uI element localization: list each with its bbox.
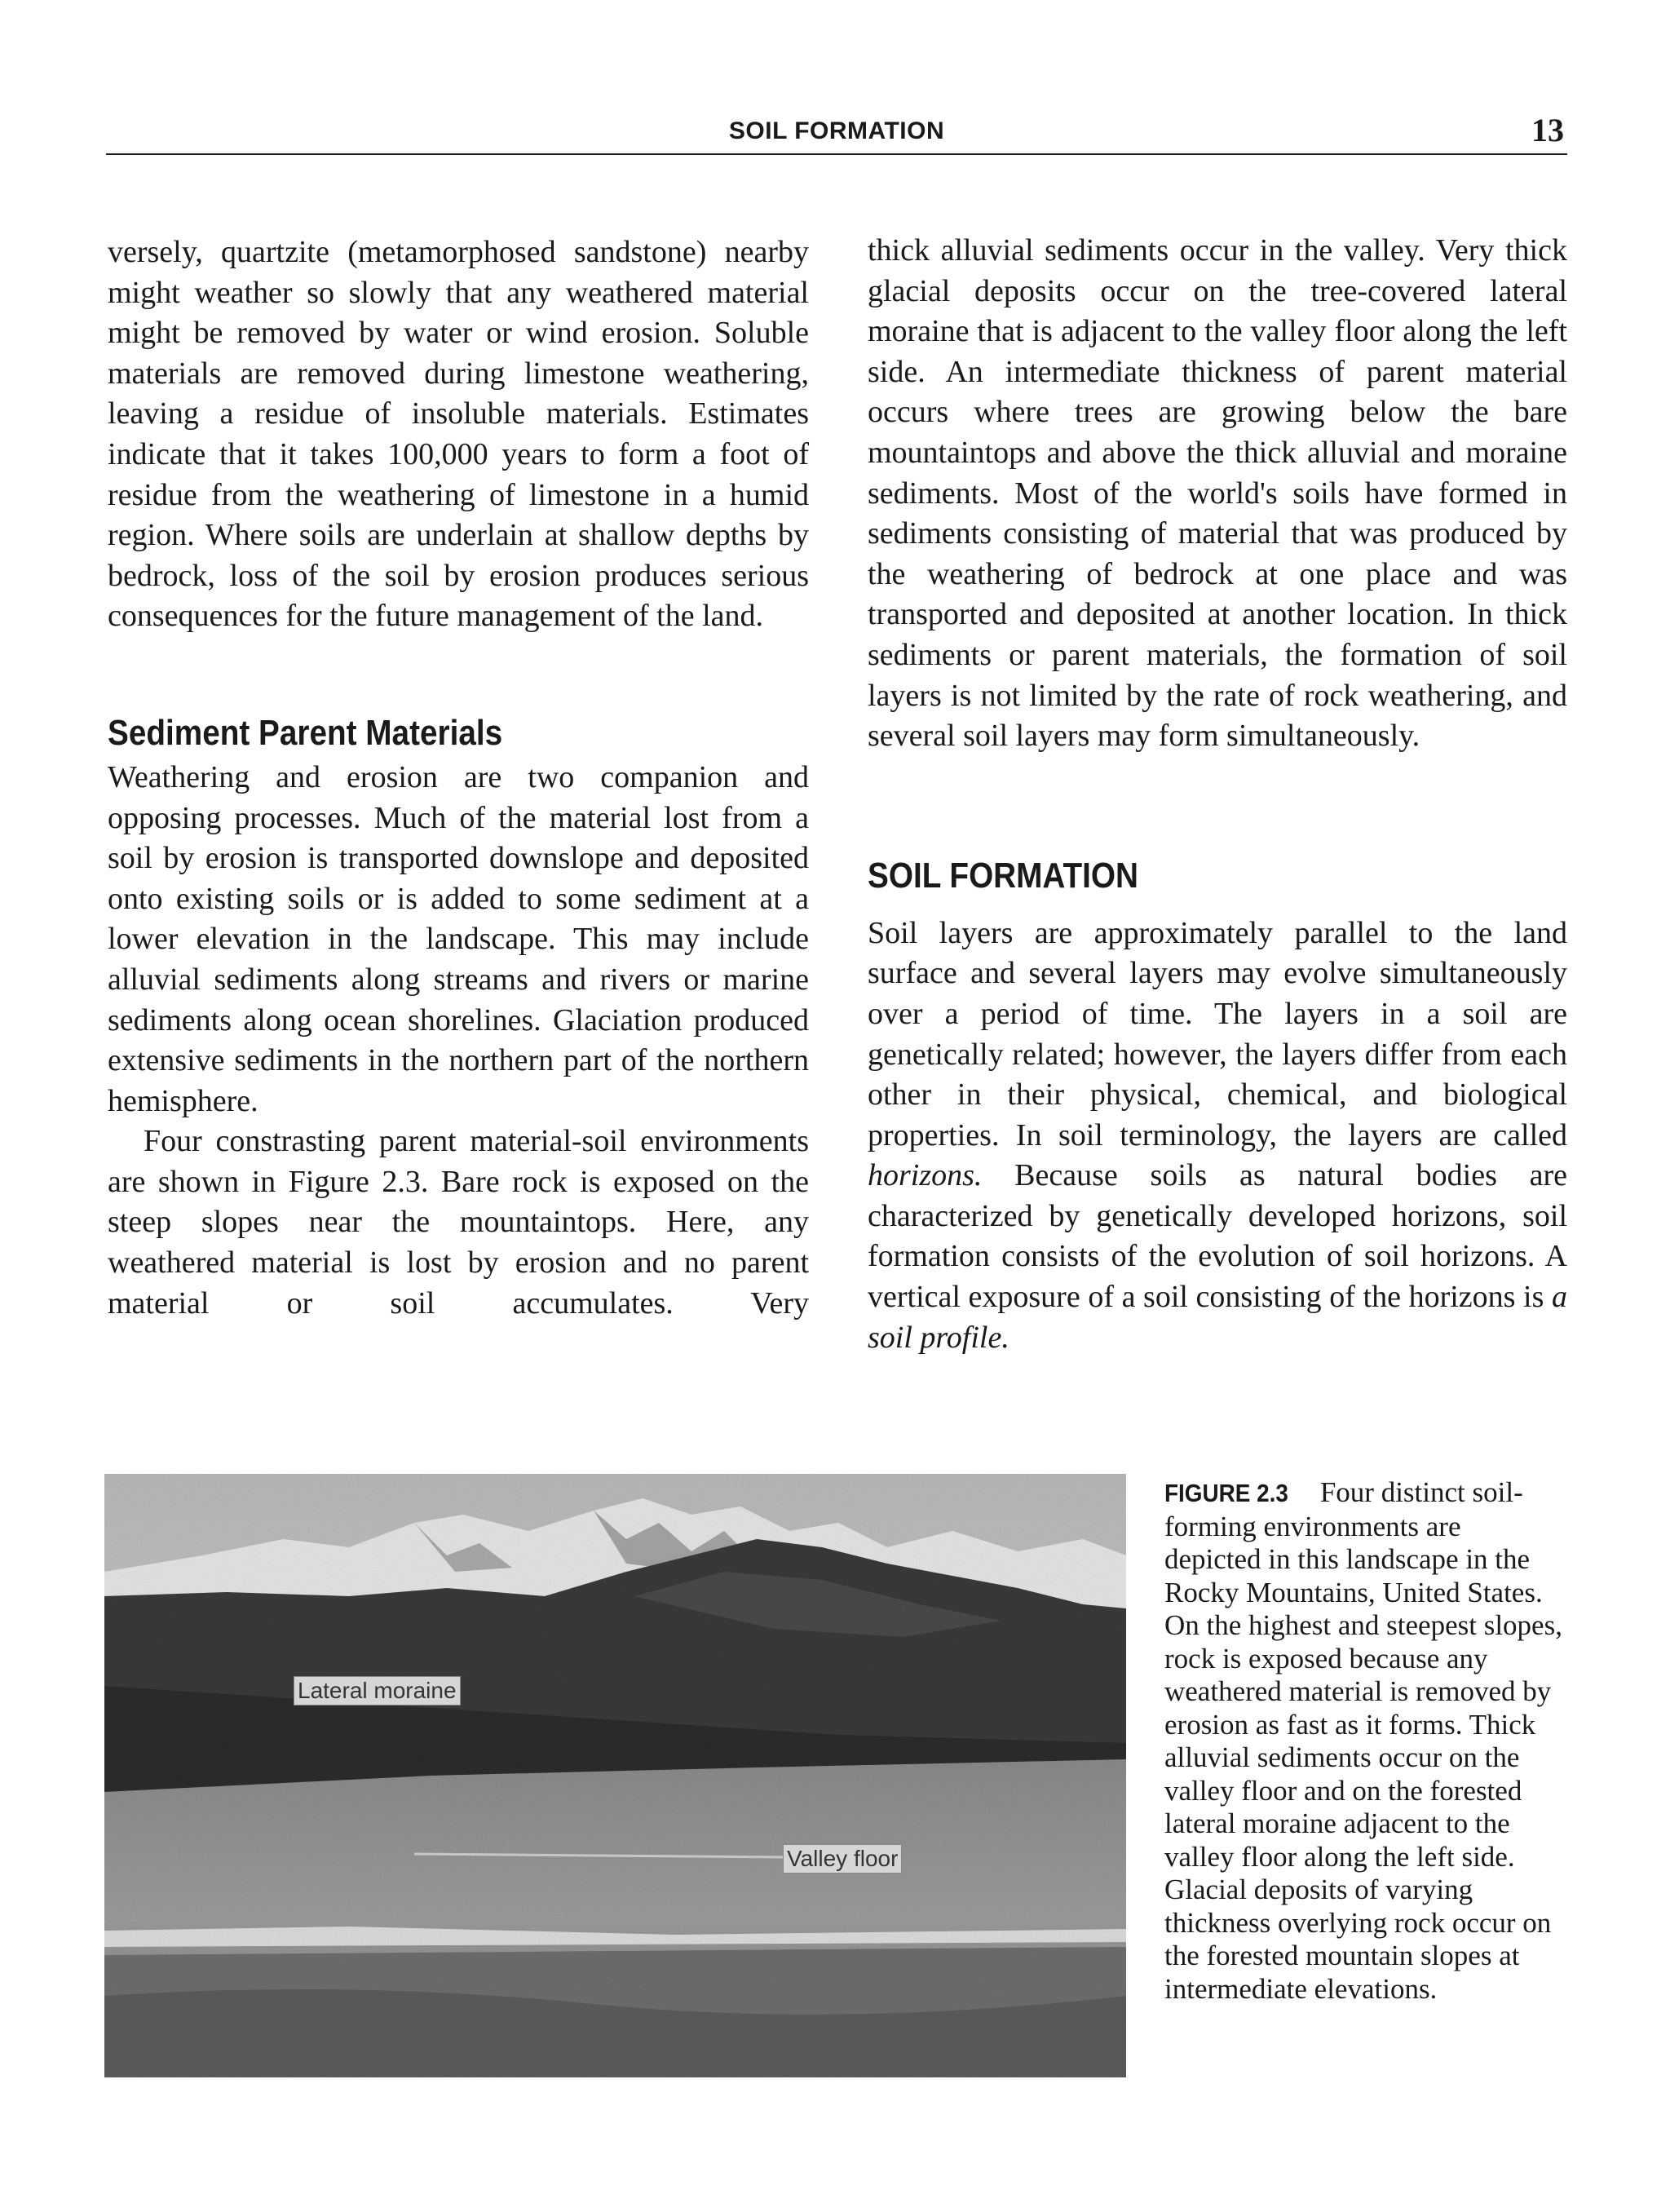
right-paragraph-1: thick alluvial sediments occur in the valley. Very thick glacial deposits occur on the tree-covered lateral moraine that is adjacent to the valley floor along the left side. An intermediate thickness of parent material occurs where trees are growing below the bare mountaintops and above the thick alluvial and moraine sediments. Most of the world's soils have formed in sediments consisting of material that was produced by the weathering of bedrock at one place and was transported and deposited at another location. In thick sediments or parent materials, the formation of soil layers is not limited by the rate of rock weathering, and several soil layers may form simultaneously. — [868, 233, 1567, 754]
left-paragraph-3: Four constrasting parent material-soil environments are shown in Figure 2.3. Bare rock is exposed on the steep slopes near the mountaintops. Here, any weathered material is lost by erosion and no parent material or soil accumulates. Very — [108, 1124, 809, 1321]
left-column — [108, 232, 809, 1324]
label-lateral-moraine: Lateral moraine — [294, 1676, 461, 1705]
section-heading-soil-formation: SOIL FORMATION — [868, 855, 1138, 896]
right-paragraph-2-part-b: Because soils as natural bodies are characterized by genetically developed horizons, soil formation consists of the evolution of soil horizons. A vertical exposure of a soil consisting of the horizons is — [868, 1158, 1567, 1315]
running-head — [106, 113, 1567, 155]
page-number: 13 — [1531, 112, 1564, 148]
right-paragraph-2-part-a: Soil layers are approximately parallel to the land surface and several layers may evolve simultaneously over a period of time. The layers in a soil are genetically related; however, the layers differ from each other in their physical, chemical, and biological properties. In soil terminology, the layers are called — [868, 915, 1567, 1152]
landscape-photo — [104, 1474, 1126, 2077]
figure-photograph — [104, 1474, 1126, 2077]
figure-caption-text: Four distinct soil-forming environments are depicted in this landscape in the Rocky Mountains, United States. On the highest and steepest slopes, rock is exposed because any weathered material is removed by erosion as fast as it forms. Thick alluvial sediments occur on the valley floor and on the forested lateral moraine adjacent to the valley floor along the left side. Glacial deposits of varying thickness overlying rock occur on the forested mountain slopes at intermediate elevations. — [1164, 1476, 1562, 2005]
figure-label: FIGURE 2.3 — [1164, 1479, 1288, 1507]
term-soil-profile: a soil profile. — [868, 1280, 1567, 1355]
running-title: SOIL FORMATION — [728, 117, 945, 144]
section-heading-sediment: Sediment Parent Materials — [108, 712, 503, 753]
right-column — [868, 231, 1567, 1358]
term-horizons: horizons. — [868, 1158, 983, 1193]
left-paragraph-1: versely, quartzite (metamorphosed sandstone) nearby might weather so slowly that any weathered material might be removed by water or wind erosion. Soluble materials are removed during limestone weathering, leaving a residue of insoluble materials. Estimates indicate that it takes 100,000 years to form a foot of residue from the weathering of limestone in a humid region. Where soils are underlain at shallow depths by bedrock, loss of the soil by erosion produces serious consequences for the future management of the land. — [108, 235, 809, 634]
figure-caption — [1164, 1476, 1564, 2006]
left-paragraph-2: Weathering and erosion are two companion and opposing processes. Much of the material lost from a soil by erosion is transported downslope and deposited onto existing soils or is added to some sediment at a lower elevation in the landscape. This may include alluvial sediments along streams and rivers or marine sediments along ocean shorelines. Glaciation produced extensive sediments in the northern part of the northern hemisphere. — [108, 759, 809, 1118]
right-paragraph-2 — [868, 914, 1567, 1359]
label-valley-floor: Valley floor — [783, 1844, 902, 1874]
